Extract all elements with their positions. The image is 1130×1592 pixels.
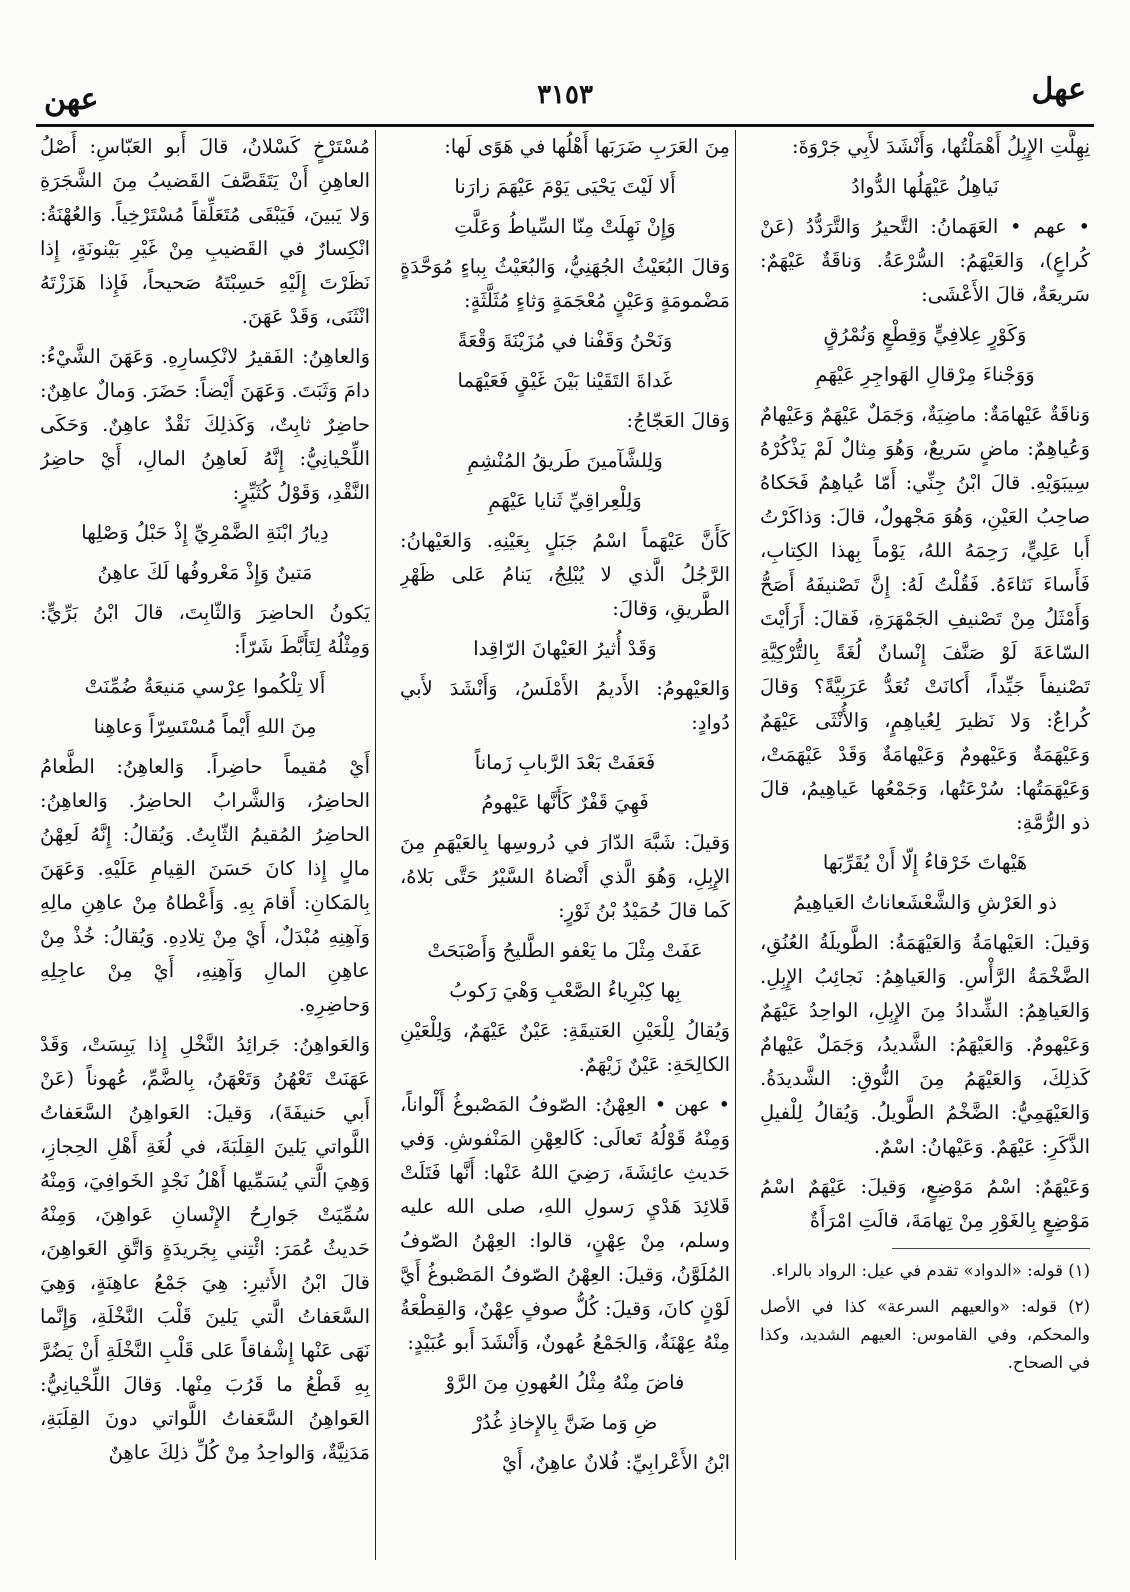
verse: دِيارُ ابْنَةِ الضَّمْرِيِّ إِذْ حَبْلُ وَصْلِها xyxy=(81,521,329,544)
paragraph: وَالعَواهِنُ: جَرائِدُ النَّخْلِ إِذا يَبِسَتْ، وَقَدْ عَهَنَتْ تَعْهُنُ وَتَعْهَنُ، بِالضَّمِّ، عُهوناً (عَنْ أَبي حَنيفَةَ)، وَقيلَ: العَواهِنُ السَّعَفاتُ اللَّواتي يَلينَ القِلَبَةَ، في لُغَةِ أَهْلِ الحِجازِ، وَهِيَ الَّتي يُسَمِّيها أَهْلُ نَجْدٍ الخَوافِيَ، وَمِنْهُ سُمِّيَتْ جَوارِحُ الإِنْسانِ عَواهِنَ، وَمِنْهُ حَديثُ عُمَرَ: ائْتِني بِجَريدَةٍ وَاتَّقِ العَواهِنَ، قالَ ابْنُ الأَثيرِ: هِيَ جَمْعُ عاهِنَةٍ، وَهِيَ السَّعَفاتُ الَّتي يَلينَ قَلْبَ النَّخْلَةِ، وَإِنَّما نَهَى عَنْها إِشْفاقاً عَلى قَلْبِ النَّخْلَةِ أَنْ يَضُرَّ بِهِ قَطْعُ ما قَرُبَ مِنْها. وَقالَ اللِّحْيانِيُّ: العَواهِنُ السَّعَفاتُ اللَّواتي دونَ القِلَبَةِ، مَدَنِيَّةٌ، وَالواحِدُ مِنْ كُلِّ ذلِكَ عاهِنٌ xyxy=(40,1033,370,1464)
middle-column xyxy=(400,130,730,1560)
right-headword: عهل xyxy=(1031,72,1086,107)
paragraph: وَناقَةٌ عَيْهامَةٌ: ماضِيَةٌ، وَجَمَلٌ عَيْهَمٌ وَعَيْهامٌ وَعُياهِمٌ: ماضٍ سَريعٌ، وَهُوَ مِثالٌ لَمْ يَذْكُرْهُ سِيبَوَيْهِ. قالَ ابْنُ جِنِّي: أَمّا عُياهِمٌ فَحَكاهُ صاحِبُ العَيْنِ، وَهُوَ مَجْهولٌ، قالَ: وَذاكَرْتُ أَبا عَلِيٍّ، رَحِمَهُ اللهُ، يَوْماً بِهذا الكِتابِ، فَأَساءَ نَثاءَهُ. فَقُلْتُ لَهُ: إِنَّ تَصْنيفَهُ أَصَحُّ وَأَمْثَلُ مِنْ تَصْنيفِ الجَمْهَرَةِ، فَقالَ: أَرَأَيْتَ السّاعَةَ لَوْ صَنَّفَ إِنْسانٌ لُغَةً بِالتُّرْكِيَّةِ تَصْنيفاً جَيِّداً، أَكانَتْ تُعَدُّ عَرَبِيَّةً؟ وَقالَ كُراعٌ: وَلا نَظيرَ لِعُياهِمٍ، وَالأُنْثَى عَيْهَمٌ وَعَيْهَمَةٌ وَعَيْهومٌ وَعَيْهامَةٌ وَقَدْ عَيْهَمَتْ، وَعَيْهَمَتُها: سُرْعَتُها، وَجَمْعُها عَياهِيمُ، قالَ ذو الرُّمَّةِ: xyxy=(760,403,1090,834)
verse: فَهِيَ قَفْرٌ كَأَنَّها عَيْهومُ xyxy=(481,791,649,814)
entry-ahm: • عهم • العَهَمانُ: التَّحيرُ وَالتَّرَدُّدُ (عَنْ كُراعٍ)، وَالعَيْهَمُ: السُّرْعَةُ. وَناقَةٌ عَيْهَمٌ: سَريعَةٌ، قالَ الأَعْشَى: xyxy=(760,215,1090,306)
column-divider xyxy=(375,130,376,1560)
footnote: (٢) قوله: «والعيهم السرعة» كذا في الأصل والمحكم، وفي القاموس: العيهم الشديد، وكذا في الصحاح. xyxy=(760,1297,1090,1372)
paragraph: وَقالَ البُعَيْثُ الجُهَنِيُّ، وَالبُعَيْثُ بِباءٍ مُوَحَّدَةٍ مَضْمومَةٍ وَعَيْنٍ مُعْجَمَةٍ وَثاءٍ مُثَلَّثَةٍ: xyxy=(400,255,730,312)
paragraph: وَقالَ العَجّاجُ: xyxy=(626,409,730,432)
page-header xyxy=(36,72,1094,130)
verse: ضِ وَما ضَنَّ بِالإِخاذِ غُدُرْ xyxy=(472,1411,658,1434)
paragraph: نِهِلَّتِ الإِبِلُ أَهْمَلْتُها، وَأَنْشَدَ لأَبِي جَرْوَةَ: xyxy=(792,135,1090,158)
paragraph: وَالعاهِنُ: الفَقيرُ لانْكِسارِهِ. وَعَهَنَ الشَّيْءُ: دامَ وَثَبَتَ. وَعَهَنَ أَيْضاً: حَضَرَ. وَمالٌ عاهِنٌ: حاضِرٌ ثابِتٌ، وَكَذلِكَ نَقْدٌ عاهِنٌ. وَحَكَى اللِّحْيانِيُّ: إِنَّهُ لَعاهِنُ المالِ، أَيْ حاضِرُ النَّقْدِ، وَقَوْلُ كُثَيِّرٍ: xyxy=(40,345,370,504)
paragraph: وَيُقالُ لِلْعَيْنِ العَتيقَةِ: عَيْنٌ عَيْهَمٌ، وَلِلْعَيْنِ الكالِحَةِ: عَيْنٌ زَيْهَمٌ. xyxy=(400,1019,730,1076)
verse: مِنَ اللهِ أَيْماً مُسْتَسِرّاً وَعاهِنا xyxy=(93,715,317,738)
header-rule xyxy=(36,124,1094,127)
paragraph: وَعَيْهَمٌ: اسْمُ مَوْضِعٍ، وَقيلَ: عَيْهَمٌ اسْمُ مَوْضِعٍ بِالغَوْرِ مِنْ تِهامَةَ، قالَتِ امْرَأَةٌ xyxy=(760,1175,1090,1232)
paragraph: كَأَنَّ عَيْهَماً اسْمُ جَبَلٍ بِعَيْنِهِ. وَالعَيْهانُ: الرَّجُلُ الَّذي لا يُبْلِجُ، يَنامُ عَلى ظَهْرِ الطَّريقِ، وَقالَ: xyxy=(400,529,730,620)
column-divider xyxy=(735,130,736,1560)
footnotes xyxy=(760,1257,1090,1377)
verse: وَنَحْنُ وَقَفْنا في مُزَيْنَةَ وَقْعَةً xyxy=(457,329,673,352)
verse: ذو العَرْشِ وَالشَّعْشَعاناتُ العَياهِيمُ xyxy=(793,891,1057,914)
paragraph: يَكونُ الحاضِرَ وَالثّابِتَ، قالَ ابْنُ بَرِّيٍّ: وَمِثْلُهُ لِتَأَبَّطَ شَرّاً: xyxy=(40,601,370,658)
entry-ahn: • عهن • العِهْنُ: الصّوفُ المَصْبوغُ أَلْواناً، وَمِنْهُ قَوْلُهُ تَعالَى: كَالعِهْنِ المَنْفوشِ. وَفي حَديثِ عائِشَةَ، رَضِيَ اللهُ عَنْها: أَنَّها فَتَلَتْ قَلائِدَ هَدْيِ رَسولِ اللهِ، صلى الله عليه وسلم، مِنْ عِهْنٍ، قالوا: العِهْنُ الصّوفُ المُلَوَّنُ، وَقيلَ: العِهْنُ الصّوفُ المَصْبوغُ أَيَّ لَوْنٍ كانَ، وَقيلَ: كُلُّ صوفٍ عِهْنٌ، وَالقِطْعَةُ مِنْهُ عِهْنَةٌ، وَالجَمْعُ عُهونٌ، وَأَنْشَدَ أَبو عُبَيْدٍ: xyxy=(400,1093,730,1354)
paragraph: أَيْ مُقيماً حاضِراً. وَالعاهِنُ: الطَّعامُ الحاضِرُ، وَالشَّرابُ الحاضِرُ. وَالعاهِنُ: الحاضِرُ المُقيمُ الثّابِتُ. وَيُقالُ: إِنَّهُ لَعِهْنُ مالٍ إِذا كانَ حَسَنَ القِيامِ عَلَيْهِ. وَعَهَنَ بِالمَكانِ: أَقامَ بِهِ. وَأَعْطاهُ مِنْ عاهِنِ مالِهِ وَآهِنِهِ مُبْدَلٌ، أَيْ مِنْ تِلادِهِ. وَيُقالُ: خُذْ مِنْ عاهِنِ المالِ وَآهِنِهِ، أَيْ مِنْ عاجِلِهِ وَحاضِرِهِ. xyxy=(40,755,370,1016)
verse: فاضَ مِنْهُ مِثْلُ العُهونِ مِنَ الرَّوْ xyxy=(445,1371,685,1394)
verse: عَفَتْ مِثْلَ ما يَعْفو الطَّليحُ وَأَصْبَحَتْ xyxy=(427,939,703,962)
paragraph: ابْنُ الأَعْرابِيِّ: فُلانٌ عاهِنٌ، أَيْ xyxy=(501,1451,730,1474)
paragraph: وَقيلَ: شَبَّهَ الدّارَ في دُروسِها بِالعَيْهَمِ مِنَ الإِبِلِ، وَهُوَ الَّذي أَنْضاهُ السَّيْرُ حَتَّى بَلاهُ، كَما قالَ حُمَيْدُ بْنُ ثَوْرٍ: xyxy=(400,831,730,922)
page-number: ٣١٥٣ xyxy=(537,80,593,110)
paragraph: مُسْتَرْخٍ كَسْلانُ، قالَ أَبو العَبّاسِ: أَصْلُ العاهِنِ أَنْ يَتَقَصَّفَ القَضيبُ مِنَ الشَّجَرَةِ وَلا يَبينَ، فَيَبْقَى مُتَعَلِّقاً مُسْتَرْخِياً. وَالعُهْنَةُ: انْكِسارٌ في القَضيبِ مِنْ غَيْرِ بَيْنونَةٍ، إِذا نَظَرْتَ إِلَيْهِ حَسِبْتَهُ صَحيحاً، فَإِذا هَزَزْتَهُ انْثَنَى، وَقَدْ عَهَنَ. xyxy=(40,135,370,328)
footnote: (١) قوله: «الدواد» تقدم في عيل: الرواد بالراء. xyxy=(771,1261,1090,1280)
verse: وَلِلْعِراقِيِّ ثَنايا عَيْهَمِ xyxy=(488,489,642,512)
footnote-rule xyxy=(892,1248,1090,1249)
verse: أَلا لَيْتَ يَحْيَى يَوْمَ عَيْهَمَ زارَنا xyxy=(454,175,676,198)
left-headword: عهن xyxy=(44,82,99,117)
verse: أَلا تِلْكُموا عِرْسي مَنيعَةُ ضُمِّنَتْ xyxy=(84,675,326,698)
verse: وَوَجْناءَ مِرْقالِ الهَواجِرِ عَيْهَمِ xyxy=(815,363,1035,386)
left-column xyxy=(40,130,370,1560)
verse: فَعَفَتْ بَعْدَ الرَّبابِ زَماناً xyxy=(474,751,656,774)
verse: هَيْهاتَ خَرْقاءُ إِلّا أَنْ يُقَرِّبَها xyxy=(822,851,1028,874)
verse: وَكَوْرٍ عِلافِيٍّ وَقِطْعٍ وَنُمْرُقٍ xyxy=(823,323,1027,346)
verse: بِها كِبْرِياءُ الصَّعْبِ وَهْيَ رَكوبُ xyxy=(449,979,681,1002)
right-column xyxy=(760,130,1090,1560)
verse: وَقَدْ أُثيرُ العَيْهانَ الرّاقِدا xyxy=(473,637,657,660)
verse: نَياهِلُ عَيْهَلُها الدُّوادُ xyxy=(851,175,999,198)
paragraph: وَقيلَ: العَيْهامَةُ وَالعَيْهَمَةُ: الطَّويلَةُ العُنُقِ، الضَّخْمَةُ الرَّأْسِ. وَالعَياهِمُ: نَجائِبُ الإِبِلِ. وَالعَياهِمُ: الشِّدادُ مِنَ الإِبِلِ، الواحِدُ عَيْهَمٌ وَعَيْهومٌ. وَالعَيْهَمُ: الشَّديدُ، وَجَمَلٌ عَيْهامٌ كَذلِكَ، وَالعَيْهَمُ مِنَ النُّوقِ: الشَّديدَةُ. وَالعَيْهَمِيُّ: الضَّخْمُ الطَّويلُ. وَيُقالُ لِلْفيلِ الذَّكَرِ: عَيْهَمٌ. وَعَيْهانُ: اسْمٌ. xyxy=(760,931,1090,1158)
paragraph: مِنَ العَرَبِ ضَرَبَها أَهْلُها في هَوًى لَها: xyxy=(444,135,730,158)
paragraph: وَالعَيْهومُ: الأَديمُ الأَمْلَسُ، وَأَنْشَدَ لأَبي دُوادٍ: xyxy=(400,677,730,734)
verse: غَداةَ التَقَيْنا بَيْنَ غَيْقٍ فَعَيْهَما xyxy=(457,369,673,392)
verse: وَلِلشَّآمينَ طَريقُ المُنْشِمِ xyxy=(467,449,663,472)
verse: مَتينٌ وَإِذْ مَعْروفُها لَكَ عاهِنُ xyxy=(97,561,313,584)
verse: وَإِنْ نَهِلَتْ مِنّا السِّياطُ وَعَلَّتِ xyxy=(454,215,676,238)
